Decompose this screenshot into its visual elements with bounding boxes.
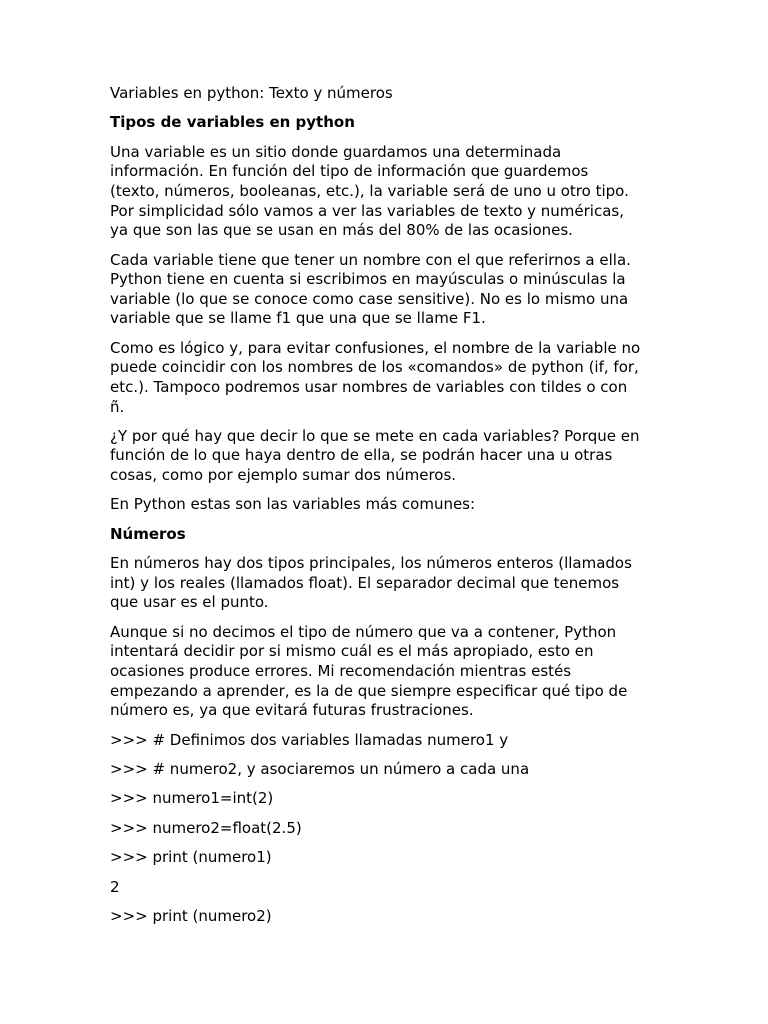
text-line: variable que se llame f1 que una que se llame F1. [110,309,486,328]
text-line: En números hay dos tipos principales, los números enteros (llamados [110,554,632,573]
section-heading [110,525,670,545]
text-line: Cada variable tiene que tener un nombre con el que referirnos a ella. [110,250,631,269]
text-line: ñ. [110,397,125,416]
text-line: >>> print (numero2) [110,906,272,925]
text-line: variable (lo que se conoce como case sensitive). No es lo mismo una [110,289,629,308]
text-line: Variables en python: Texto y números [110,84,393,102]
code-line [110,731,670,751]
text-line: que usar es el punto. [110,593,269,612]
paragraph [110,554,670,613]
text-line: información. En función del tipo de información que guardemos [110,162,589,181]
text-line: int) y los reales (llamados float). El separador decimal que tenemos [110,573,620,592]
code-line [110,878,670,898]
text-line: >>> # Definimos dos variables llamadas numero1 y [110,730,509,749]
text-line: ¿Y por qué hay que decir lo que se mete en cada variables? Porque en [110,426,640,445]
code-line [110,819,670,839]
text-line: empezando a aprender, es la de que siempre especificar qué tipo de [110,681,628,700]
text-line: (texto, números, booleanas, etc.), la variable será de uno u otro tipo. [110,181,629,200]
text-line: Una variable es un sitio donde guardamos una determinada [110,142,562,161]
text-line: >>> numero1=int(2) [110,789,274,808]
text-line: cosas, como por ejemplo sumar dos números. [110,466,457,485]
paragraph [110,339,670,417]
text-line: Tipos de variables en python [110,113,355,132]
text-line: etc.). Tampoco podremos usar nombres de variables con tildes o con [110,377,628,396]
text-line: Por simplicidad sólo vamos a ver las variables de texto y numéricas, [110,201,624,220]
text-line: Aunque si no decimos el tipo de número que va a contener, Python [110,622,617,641]
paragraph [110,623,670,721]
document-page [110,84,670,936]
paragraph [110,427,670,486]
code-line [110,907,670,927]
code-line [110,848,670,868]
text-line: >>> print (numero1) [110,848,272,867]
paragraph [110,495,670,515]
section-heading [110,113,670,133]
text-line: intentará decidir por si mismo cuál es el más apropiado, esto en [110,642,594,661]
code-line [110,760,670,780]
text-line: Como es lógico y, para evitar confusiones, el nombre de la variable no [110,338,641,357]
paragraph [110,143,670,241]
text-line: 2 [110,877,120,896]
text-line: número es, ya que evitará futuras frustraciones. [110,701,474,720]
document-title [110,84,670,104]
text-line: Números [110,524,186,543]
text-line: ya que son las que se usan en más del 80% de las ocasiones. [110,221,573,240]
text-line: puede coincidir con los nombres de los «comandos» de python (if, for, [110,358,639,377]
text-line: Python tiene en cuenta si escribimos en mayúsculas o minúsculas la [110,270,626,289]
document-body [110,113,670,926]
code-line [110,789,670,809]
text-line: >>> # numero2, y asociaremos un número a cada una [110,759,530,778]
text-line: En Python estas son las variables más comunes: [110,495,476,514]
text-line: >>> numero2=float(2.5) [110,818,302,837]
paragraph [110,251,670,329]
text-line: función de lo que haya dentro de ella, se podrán hacer una u otras [110,446,613,465]
text-line: ocasiones produce errores. Mi recomendación mientras estés [110,662,572,681]
